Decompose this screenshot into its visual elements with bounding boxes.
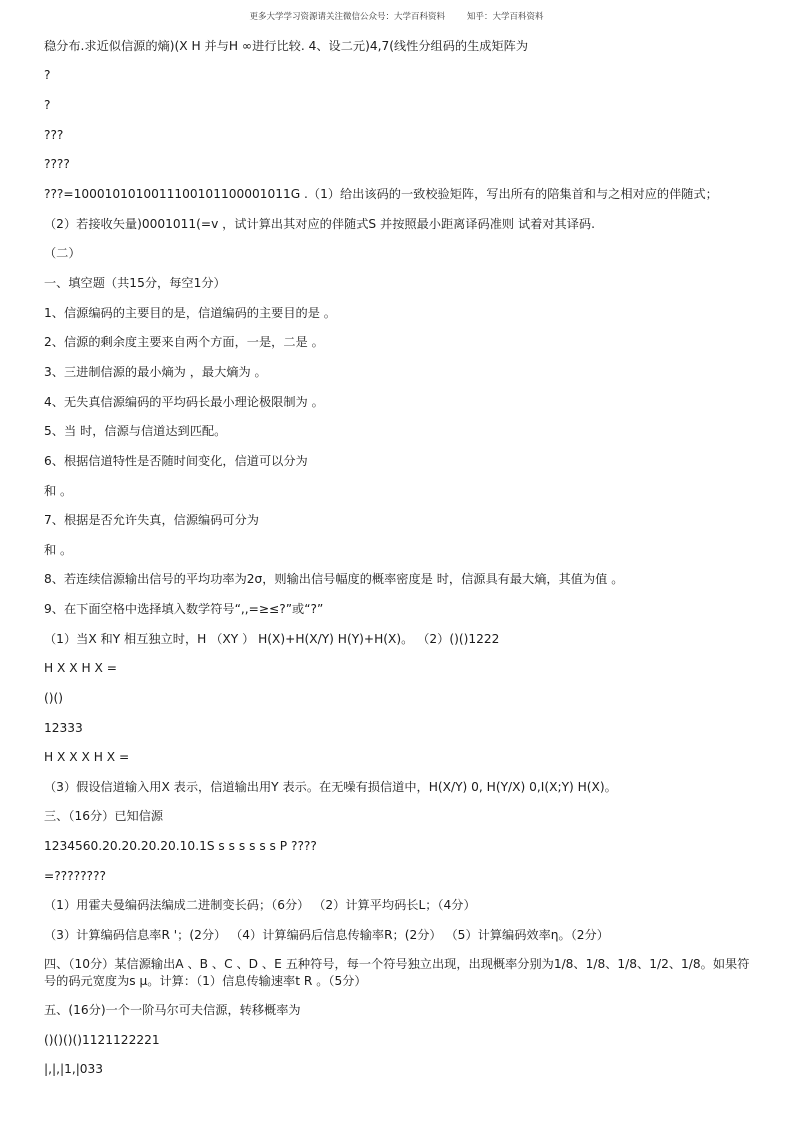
question-item: 2、信源的剩余度主要来自两个方面，一是，二是 。 [44,335,324,349]
question-item: 9、在下面空格中选择填入数学符号“,,=≥≤?”或“?” [44,602,324,616]
text-line: |,|,|1,|033 [44,1062,104,1076]
section-heading: 五、(16分)一个一阶马尔可夫信源，转移概率为 [44,1003,301,1017]
text-line: ??? [44,128,64,142]
question-item: 5、当 时，信源与信道达到匹配。 [44,424,227,438]
text-line: ? [44,68,51,82]
header-wechat-note: 更多大学学习资源请关注微信公众号：大学百科资料 [249,12,445,22]
section-heading: 四、（10分）某信源输出A 、B 、C 、D 、E 五种符号，每一个符号独立出现，出现概率分别为1/8、1/8、1/8、1/2、1/8。如果符号的码元宽度为s μ。计算：（1）信息传输速率t R 。（5分） [44,957,750,988]
text-line: ()()()()1121122221 [44,1033,160,1047]
text-line: （1）当X 和Y 相互独立时，H （XY ） H(X)+H(X/Y) H(Y)+H(X)。 （2）()()1222 [44,632,500,646]
section-heading: 三、（16分）已知信源 [44,809,164,823]
page-header [0,10,793,22]
text-line: ???? [44,157,70,171]
text-line: 和 。 [44,543,73,557]
text-line: 和 。 [44,484,73,498]
text-line: （2）若接收矢量)0001011(=v ，试计算出其对应的伴随式S 并按照最小距离译码准则 试着对其译码. [44,217,595,231]
section-heading: （二） [44,246,81,260]
text-line: ???=10001010100111001011000010​11G .（1）给出该码的一致校验矩阵，写出所有的陪集首和与之相对应的伴随式； [44,187,718,201]
text-line: H X X H X = [44,661,117,675]
text-line: （3）计算编码信息率R '；(2分） （4）计算编码后信息传输率R；(2分） （5）计算编码效率η。（2分） [44,928,609,942]
question-item: 3、三进制信源的最小熵为 ，最大熵为 。 [44,365,267,379]
text-line: H X X X H X = [44,750,130,764]
text-line: （1）用霍夫曼编码法编成二进制变长码；（6分） （2）计算平均码长L；（4分） [44,898,476,912]
question-item: 6、根据信道特性是否随时间变化，信道可以分为 [44,454,308,468]
section-heading: 一、填空题（共15分，每空1分） [44,276,226,290]
text-line: ()() [44,691,64,705]
text-line: =???????? [44,869,106,883]
question-item: 7、根据是否允许失真，信源编码可分为 [44,513,259,527]
question-item: 1、信源编码的主要目的是，信道编码的主要目的是 。 [44,306,336,320]
text-line: （3）假设信道输入用X 表示，信道输出用Y 表示。在无噪有损信道中，H(X/Y) 0, H(Y/X) 0,I(X;Y) H(X)。 [44,780,617,794]
text-line: ? [44,98,51,112]
question-item: 8、若连续信源输出信号的平均功率为2σ，则输出信号幅度的概率密度是 时，信源具有最大熵，其值为值 。 [44,572,624,586]
header-zhihu-note: 知乎：大学百科资料 [467,12,544,22]
text-line: 1234560.20.20.20.20.10.1S s s s s s s P ???? [44,839,317,853]
text-line: 稳分布.求近似信源的熵)(X H 并与H ∞进行比较. 4、设二元)4,7(线性分组码的生成矩阵为 [44,39,529,53]
question-item: 4、无失真信源编码的平均码长最小理论极限制为 。 [44,395,324,409]
text-line: 12333 [44,721,83,735]
